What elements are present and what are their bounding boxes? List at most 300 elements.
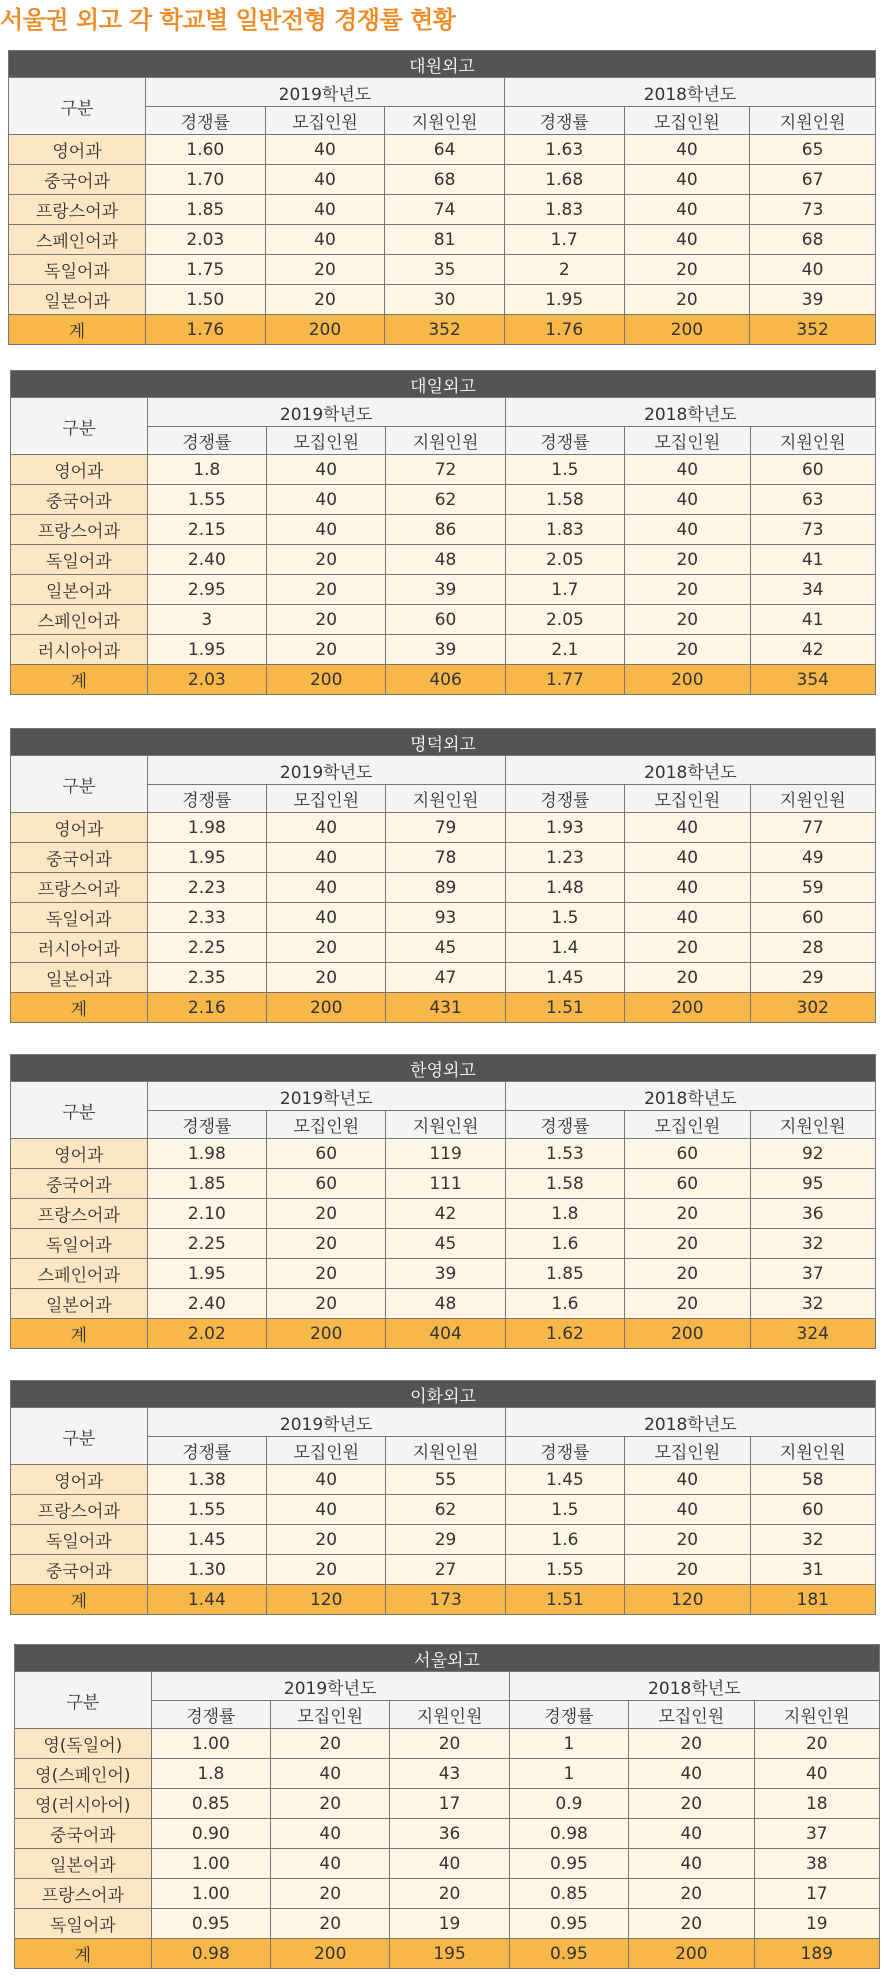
table-cell: 81 — [385, 225, 505, 255]
table-cell: 1.7 — [505, 575, 624, 605]
table-cell: 1.4 — [505, 933, 624, 963]
table-cell: 40 — [625, 873, 750, 903]
table-cell: 1.6 — [505, 1289, 624, 1319]
table-cell: 20 — [629, 1909, 754, 1939]
table-cell: 68 — [385, 165, 505, 195]
table-cell: 20 — [265, 285, 385, 315]
table-cell: 111 — [386, 1169, 505, 1199]
column-header: 경쟁률 — [509, 1701, 628, 1729]
table-cell: 31 — [750, 1555, 875, 1585]
table-cell: 20 — [267, 575, 386, 605]
school-name: 명덕외고 — [11, 729, 876, 756]
table-cell: 63 — [750, 485, 875, 515]
table-row — [9, 135, 876, 165]
table-cell: 20 — [754, 1729, 879, 1759]
total-cell: 352 — [385, 315, 505, 345]
table-cell: 34 — [750, 575, 875, 605]
table-cell: 40 — [624, 135, 750, 165]
table-cell: 58 — [750, 1465, 875, 1495]
table-row — [11, 605, 876, 635]
table-cell: 20 — [271, 1789, 390, 1819]
year-2019-header: 2019학년도 — [147, 1082, 505, 1111]
table-cell: 40 — [271, 1819, 390, 1849]
department-name: 일본어과 — [11, 1289, 148, 1319]
department-name: 독일어과 — [9, 255, 146, 285]
department-name: 일본어과 — [11, 963, 148, 993]
table-row — [11, 575, 876, 605]
table-cell: 2.03 — [145, 225, 265, 255]
year-2018-header: 2018학년도 — [505, 398, 875, 427]
table-cell: 32 — [750, 1229, 875, 1259]
year-2019-header: 2019학년도 — [147, 756, 505, 785]
table-cell: 1.95 — [147, 635, 266, 665]
column-header: 모집인원 — [625, 427, 750, 455]
table-cell: 17 — [754, 1879, 879, 1909]
total-cell: 189 — [754, 1939, 879, 1969]
department-name: 스페인어과 — [9, 225, 146, 255]
table-cell: 20 — [267, 933, 386, 963]
department-name: 프랑스어과 — [11, 515, 148, 545]
total-cell: 2.02 — [147, 1319, 266, 1349]
department-name: 스페인어과 — [11, 605, 148, 635]
department-name: 독일어과 — [11, 903, 148, 933]
table-row — [15, 1909, 880, 1939]
total-cell: 120 — [625, 1585, 750, 1615]
column-header: 경쟁률 — [505, 1437, 624, 1465]
total-cell: 200 — [265, 315, 385, 345]
table-cell: 1.00 — [151, 1729, 270, 1759]
table-cell: 20 — [625, 963, 750, 993]
total-cell: 0.95 — [509, 1939, 628, 1969]
table-row — [11, 1495, 876, 1525]
table-row — [11, 1289, 876, 1319]
column-header: 모집인원 — [267, 1111, 386, 1139]
department-name: 독일어과 — [11, 1525, 148, 1555]
total-cell: 200 — [625, 1319, 750, 1349]
table-cell: 1.8 — [505, 1199, 624, 1229]
total-cell: 200 — [267, 1319, 386, 1349]
department-name: 독일어과 — [11, 545, 148, 575]
table-cell: 36 — [390, 1819, 509, 1849]
table-cell: 0.95 — [509, 1849, 628, 1879]
table-cell: 20 — [624, 255, 750, 285]
table-cell: 64 — [385, 135, 505, 165]
school-table — [10, 1054, 876, 1349]
table-cell: 2.1 — [505, 635, 624, 665]
total-cell: 404 — [386, 1319, 505, 1349]
table-cell: 2 — [504, 255, 624, 285]
table-row — [9, 195, 876, 225]
total-row — [11, 665, 876, 695]
table-cell: 1.8 — [147, 455, 266, 485]
column-header: 지원인원 — [750, 427, 875, 455]
table-cell: 59 — [750, 873, 875, 903]
table-cell: 1.55 — [505, 1555, 624, 1585]
department-name: 프랑스어과 — [9, 195, 146, 225]
table-cell: 28 — [750, 933, 875, 963]
department-name: 영어과 — [11, 1465, 148, 1495]
column-header: 경쟁률 — [147, 1111, 266, 1139]
table-cell: 1.00 — [151, 1849, 270, 1879]
table-cell: 39 — [750, 285, 876, 315]
table-cell: 20 — [629, 1879, 754, 1909]
school-name: 이화외고 — [11, 1381, 876, 1408]
table-cell: 39 — [386, 635, 505, 665]
table-row — [11, 1229, 876, 1259]
table-cell: 20 — [625, 1199, 750, 1229]
table-cell: 1.58 — [505, 485, 624, 515]
table-cell: 1.5 — [505, 1495, 624, 1525]
table-row — [11, 813, 876, 843]
table-cell: 40 — [267, 903, 386, 933]
school-table — [10, 728, 876, 1023]
table-row — [11, 545, 876, 575]
table-cell: 42 — [750, 635, 875, 665]
table-cell: 1.83 — [504, 195, 624, 225]
table-row — [15, 1729, 880, 1759]
table-cell: 41 — [750, 605, 875, 635]
table-cell: 40 — [625, 485, 750, 515]
column-header: 지원인원 — [386, 785, 505, 813]
department-name: 중국어과 — [11, 1555, 148, 1585]
department-name: 중국어과 — [9, 165, 146, 195]
department-name: 영(스페인어) — [15, 1759, 152, 1789]
table-cell: 29 — [386, 1525, 505, 1555]
table-cell: 2.40 — [147, 545, 266, 575]
table-cell: 40 — [624, 165, 750, 195]
table-cell: 40 — [625, 1495, 750, 1525]
table-cell: 73 — [750, 515, 875, 545]
column-header: 지원인원 — [750, 1111, 875, 1139]
year-2019-header: 2019학년도 — [147, 398, 505, 427]
table-cell: 20 — [267, 1259, 386, 1289]
school-table — [10, 1380, 876, 1615]
table-cell: 20 — [267, 1555, 386, 1585]
table-cell: 40 — [629, 1759, 754, 1789]
table-cell: 1.48 — [505, 873, 624, 903]
table-cell: 1.45 — [147, 1525, 266, 1555]
table-cell: 1.95 — [147, 1259, 266, 1289]
total-cell: 200 — [267, 993, 386, 1023]
table-cell: 1.53 — [505, 1139, 624, 1169]
department-name: 프랑스어과 — [15, 1879, 152, 1909]
gubun-header: 구분 — [9, 78, 146, 135]
table-cell: 3 — [147, 605, 266, 635]
table-cell: 40 — [624, 195, 750, 225]
total-cell: 200 — [629, 1939, 754, 1969]
total-cell: 1.51 — [505, 993, 624, 1023]
table-cell: 1.98 — [147, 813, 266, 843]
table-cell: 2.25 — [147, 1229, 266, 1259]
column-header: 모집인원 — [625, 1111, 750, 1139]
table-cell: 40 — [625, 455, 750, 485]
table-cell: 40 — [267, 455, 386, 485]
column-header: 지원인원 — [750, 1437, 875, 1465]
table-cell: 20 — [625, 605, 750, 635]
table-cell: 74 — [385, 195, 505, 225]
department-name: 러시아어과 — [11, 933, 148, 963]
table-cell: 67 — [750, 165, 876, 195]
table-cell: 0.98 — [509, 1819, 628, 1849]
total-cell: 200 — [624, 315, 750, 345]
table-row — [11, 1465, 876, 1495]
table-cell: 60 — [750, 455, 875, 485]
table-cell: 1 — [509, 1759, 628, 1789]
column-header: 지원인원 — [386, 1111, 505, 1139]
column-header: 모집인원 — [624, 107, 750, 135]
table-cell: 1.58 — [505, 1169, 624, 1199]
total-cell: 1.44 — [147, 1585, 266, 1615]
table-cell: 19 — [754, 1909, 879, 1939]
total-cell: 181 — [750, 1585, 875, 1615]
table-cell: 40 — [625, 813, 750, 843]
table-cell: 1.63 — [504, 135, 624, 165]
table-cell: 20 — [267, 605, 386, 635]
table-row — [11, 933, 876, 963]
table-row — [11, 515, 876, 545]
total-row — [15, 1939, 880, 1969]
total-cell: 324 — [750, 1319, 875, 1349]
table-row — [11, 963, 876, 993]
table-cell: 20 — [625, 933, 750, 963]
table-cell: 62 — [386, 1495, 505, 1525]
table-cell: 40 — [267, 873, 386, 903]
table-cell: 1.85 — [145, 195, 265, 225]
table-cell: 40 — [629, 1819, 754, 1849]
department-name: 영어과 — [11, 1139, 148, 1169]
table-row — [9, 285, 876, 315]
total-cell: 1.76 — [504, 315, 624, 345]
total-cell: 200 — [625, 665, 750, 695]
total-label: 계 — [11, 1585, 148, 1615]
table-cell: 40 — [267, 515, 386, 545]
department-name: 중국어과 — [11, 843, 148, 873]
table-cell: 62 — [386, 485, 505, 515]
table-cell: 20 — [629, 1789, 754, 1819]
table-row — [9, 255, 876, 285]
total-cell: 431 — [386, 993, 505, 1023]
table-cell: 2.10 — [147, 1199, 266, 1229]
table-cell: 93 — [386, 903, 505, 933]
table-cell: 1.98 — [147, 1139, 266, 1169]
table-cell: 40 — [390, 1849, 509, 1879]
table-cell: 45 — [386, 933, 505, 963]
table-cell: 43 — [390, 1759, 509, 1789]
table-cell: 32 — [750, 1289, 875, 1319]
table-cell: 2.23 — [147, 873, 266, 903]
department-name: 중국어과 — [11, 1169, 148, 1199]
school-name: 서울외고 — [15, 1645, 880, 1672]
total-row — [9, 315, 876, 345]
department-name: 중국어과 — [11, 485, 148, 515]
table-cell: 40 — [267, 1465, 386, 1495]
table-cell: 20 — [625, 1259, 750, 1289]
gubun-header: 구분 — [11, 398, 148, 455]
column-header: 경쟁률 — [145, 107, 265, 135]
table-cell: 20 — [390, 1729, 509, 1759]
table-cell: 40 — [267, 1495, 386, 1525]
table-cell: 20 — [625, 1555, 750, 1585]
table-cell: 2.25 — [147, 933, 266, 963]
table-cell: 20 — [625, 575, 750, 605]
column-header: 모집인원 — [267, 427, 386, 455]
table-cell: 40 — [625, 903, 750, 933]
column-header: 경쟁률 — [147, 785, 266, 813]
total-label: 계 — [15, 1939, 152, 1969]
table-cell: 49 — [750, 843, 875, 873]
table-cell: 1 — [509, 1729, 628, 1759]
table-cell: 1.45 — [505, 1465, 624, 1495]
table-cell: 20 — [267, 963, 386, 993]
table-cell: 38 — [754, 1849, 879, 1879]
gubun-header: 구분 — [11, 756, 148, 813]
table-cell: 60 — [267, 1139, 386, 1169]
table-cell: 37 — [754, 1819, 879, 1849]
table-row — [11, 1555, 876, 1585]
table-cell: 20 — [271, 1909, 390, 1939]
gubun-header: 구분 — [11, 1408, 148, 1465]
table-cell: 35 — [385, 255, 505, 285]
total-label: 계 — [11, 1319, 148, 1349]
table-cell: 0.9 — [509, 1789, 628, 1819]
school-name: 대원외고 — [9, 51, 876, 78]
column-header: 지원인원 — [390, 1701, 509, 1729]
page-title: 서울권 외고 각 학교별 일반전형 경쟁률 현황 — [0, 6, 456, 34]
table-cell: 1.45 — [505, 963, 624, 993]
column-header: 경쟁률 — [505, 427, 624, 455]
table-cell: 20 — [629, 1729, 754, 1759]
table-cell: 2.05 — [505, 545, 624, 575]
table-row — [15, 1879, 880, 1909]
table-row — [15, 1819, 880, 1849]
column-header: 지원인원 — [750, 107, 876, 135]
table-cell: 20 — [267, 635, 386, 665]
table-cell: 1.5 — [505, 455, 624, 485]
table-cell: 79 — [386, 813, 505, 843]
column-header: 경쟁률 — [505, 1111, 624, 1139]
column-header: 모집인원 — [629, 1701, 754, 1729]
table-cell: 39 — [386, 1259, 505, 1289]
column-header: 경쟁률 — [151, 1701, 270, 1729]
department-name: 영어과 — [11, 813, 148, 843]
table-cell: 77 — [750, 813, 875, 843]
column-header: 모집인원 — [625, 785, 750, 813]
total-cell: 0.98 — [151, 1939, 270, 1969]
table-row — [11, 843, 876, 873]
school-table — [10, 370, 876, 695]
year-2018-header: 2018학년도 — [505, 1408, 875, 1437]
table-cell: 60 — [750, 1495, 875, 1525]
column-header: 지원인원 — [385, 107, 505, 135]
column-header: 모집인원 — [265, 107, 385, 135]
table-cell: 47 — [386, 963, 505, 993]
table-cell: 1.60 — [145, 135, 265, 165]
table-row — [9, 165, 876, 195]
table-cell: 41 — [750, 545, 875, 575]
school-table — [8, 50, 876, 345]
total-cell: 173 — [386, 1585, 505, 1615]
table-cell: 20 — [625, 635, 750, 665]
table-cell: 1.8 — [151, 1759, 270, 1789]
table-row — [15, 1849, 880, 1879]
table-cell: 45 — [386, 1229, 505, 1259]
table-cell: 20 — [267, 1199, 386, 1229]
year-2018-header: 2018학년도 — [505, 1082, 875, 1111]
table-cell: 1.5 — [505, 903, 624, 933]
column-header: 모집인원 — [271, 1701, 390, 1729]
table-row — [15, 1759, 880, 1789]
department-name: 영(러시아어) — [15, 1789, 152, 1819]
table-cell: 32 — [750, 1525, 875, 1555]
table-cell: 1.00 — [151, 1879, 270, 1909]
table-cell: 1.55 — [147, 485, 266, 515]
department-name: 중국어과 — [15, 1819, 152, 1849]
column-header: 지원인원 — [386, 1437, 505, 1465]
total-cell: 406 — [386, 665, 505, 695]
year-2018-header: 2018학년도 — [509, 1672, 879, 1701]
table-cell: 92 — [750, 1139, 875, 1169]
table-cell: 40 — [625, 843, 750, 873]
table-cell: 1.85 — [147, 1169, 266, 1199]
total-cell: 302 — [750, 993, 875, 1023]
table-cell: 1.83 — [505, 515, 624, 545]
total-cell: 1.76 — [145, 315, 265, 345]
table-cell: 40 — [265, 195, 385, 225]
table-cell: 20 — [625, 1229, 750, 1259]
column-header: 지원인원 — [750, 785, 875, 813]
department-name: 프랑스어과 — [11, 1199, 148, 1229]
table-row — [11, 873, 876, 903]
table-cell: 72 — [386, 455, 505, 485]
department-name: 러시아어과 — [11, 635, 148, 665]
table-cell: 2.35 — [147, 963, 266, 993]
table-cell: 1.55 — [147, 1495, 266, 1525]
department-name: 일본어과 — [11, 575, 148, 605]
column-header: 모집인원 — [267, 1437, 386, 1465]
table-cell: 17 — [390, 1789, 509, 1819]
column-header: 경쟁률 — [505, 785, 624, 813]
table-cell: 37 — [750, 1259, 875, 1289]
table-row — [15, 1789, 880, 1819]
table-cell: 40 — [750, 255, 876, 285]
table-row — [11, 1199, 876, 1229]
column-header: 모집인원 — [625, 1437, 750, 1465]
total-cell: 1.77 — [505, 665, 624, 695]
table-cell: 36 — [750, 1199, 875, 1229]
department-name: 독일어과 — [11, 1229, 148, 1259]
department-name: 스페인어과 — [11, 1259, 148, 1289]
table-cell: 1.30 — [147, 1555, 266, 1585]
table-cell: 40 — [265, 225, 385, 255]
table-cell: 2.05 — [505, 605, 624, 635]
table-row — [11, 903, 876, 933]
table-cell: 40 — [265, 165, 385, 195]
table-cell: 2.40 — [147, 1289, 266, 1319]
department-name: 일본어과 — [9, 285, 146, 315]
table-cell: 27 — [386, 1555, 505, 1585]
department-name: 영어과 — [9, 135, 146, 165]
table-cell: 89 — [386, 873, 505, 903]
gubun-header: 구분 — [15, 1672, 152, 1729]
table-cell: 60 — [750, 903, 875, 933]
table-cell: 68 — [750, 225, 876, 255]
table-cell: 1.68 — [504, 165, 624, 195]
total-row — [11, 1585, 876, 1615]
table-cell: 2.33 — [147, 903, 266, 933]
table-row — [11, 1525, 876, 1555]
table-cell: 60 — [625, 1139, 750, 1169]
table-cell: 20 — [624, 285, 750, 315]
